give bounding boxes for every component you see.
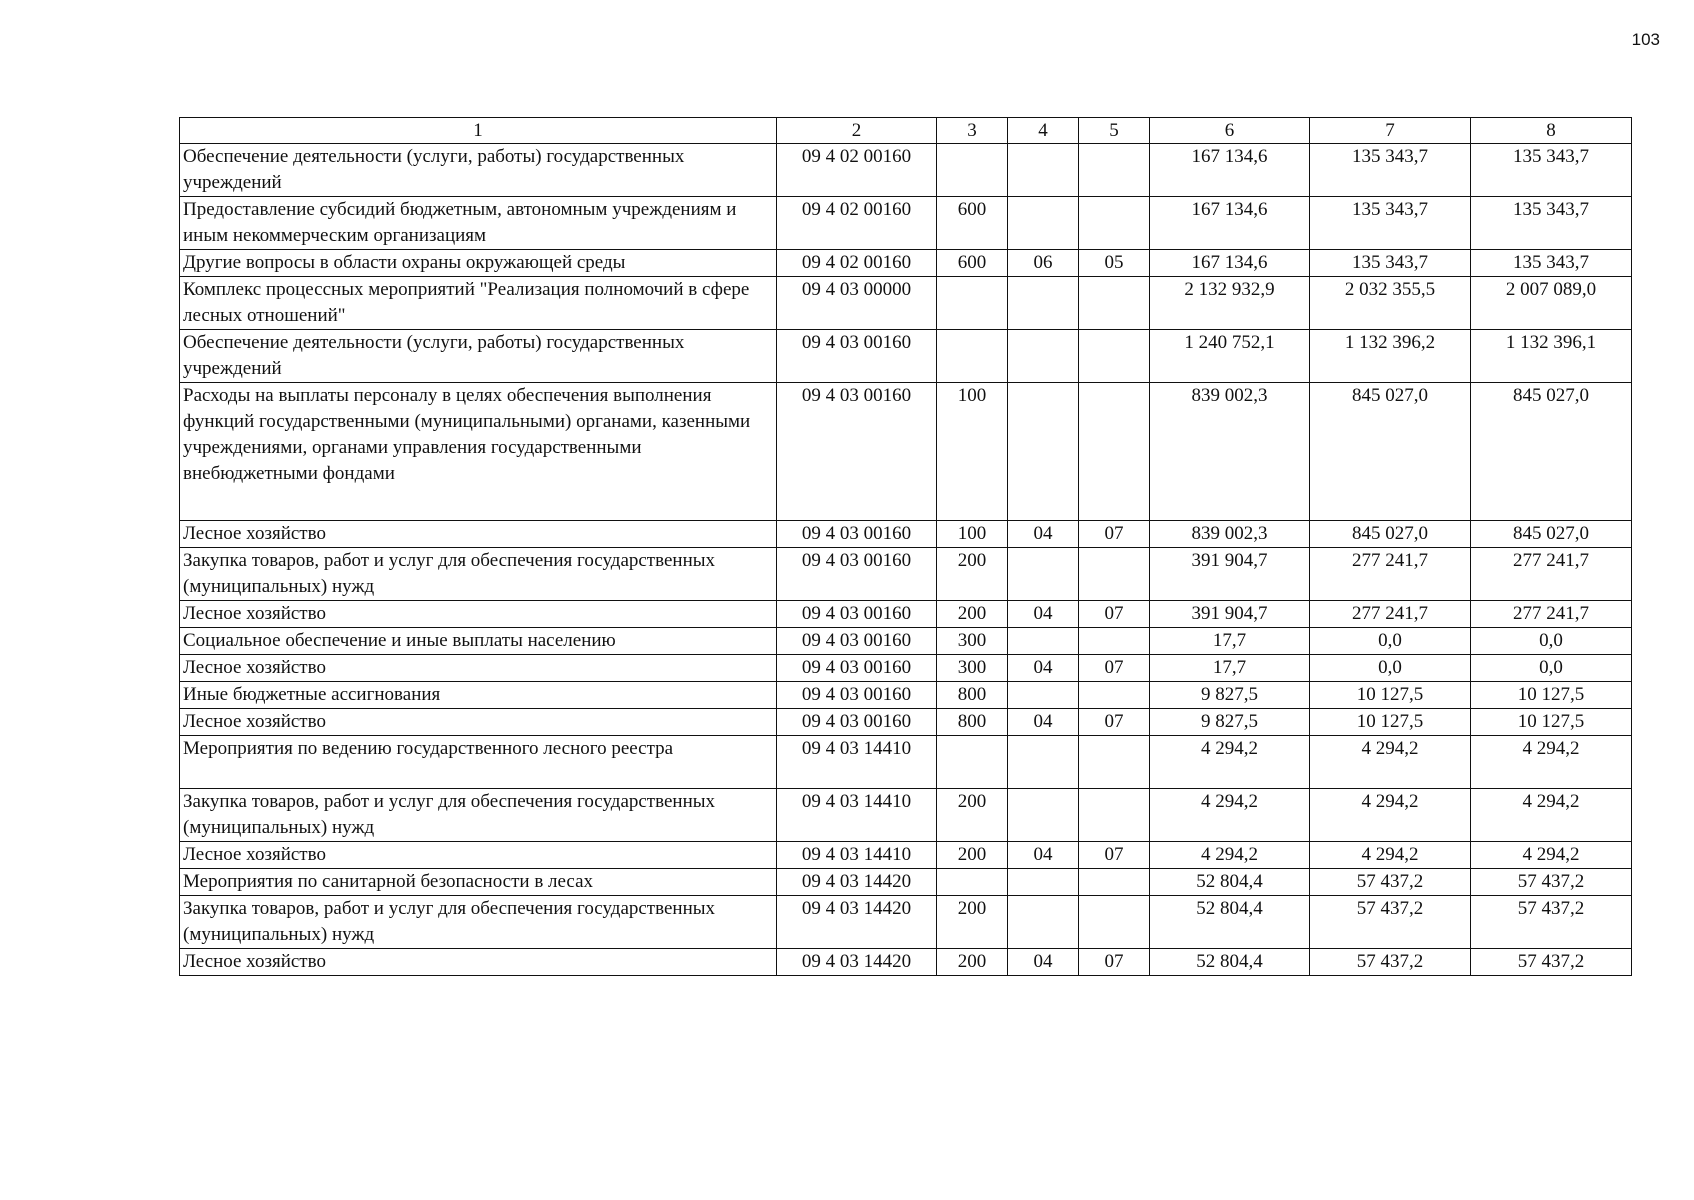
subsection-cell bbox=[1079, 896, 1150, 949]
amount-col6-cell: 9 827,5 bbox=[1150, 709, 1310, 736]
target-code-cell: 09 4 03 00000 bbox=[777, 277, 937, 330]
amount-col8-cell: 0,0 bbox=[1471, 655, 1632, 682]
amount-col8-cell: 135 343,7 bbox=[1471, 144, 1632, 197]
expense-type-cell bbox=[937, 277, 1008, 330]
amount-col6-cell: 4 294,2 bbox=[1150, 842, 1310, 869]
amount-col8-cell: 10 127,5 bbox=[1471, 709, 1632, 736]
section-cell bbox=[1008, 548, 1079, 601]
expense-type-cell: 600 bbox=[937, 197, 1008, 250]
amount-col8-cell: 277 241,7 bbox=[1471, 548, 1632, 601]
subsection-cell bbox=[1079, 736, 1150, 789]
amount-col6-cell: 391 904,7 bbox=[1150, 601, 1310, 628]
amount-col6-cell: 4 294,2 bbox=[1150, 736, 1310, 789]
amount-col6-cell: 2 132 932,9 bbox=[1150, 277, 1310, 330]
table-row bbox=[180, 250, 1632, 277]
amount-col8-cell: 4 294,2 bbox=[1471, 842, 1632, 869]
table-row bbox=[180, 789, 1632, 842]
section-cell bbox=[1008, 682, 1079, 709]
expense-type-cell: 300 bbox=[937, 655, 1008, 682]
amount-col6-cell: 1 240 752,1 bbox=[1150, 330, 1310, 383]
amount-col6-cell: 167 134,6 bbox=[1150, 144, 1310, 197]
subsection-cell: 05 bbox=[1079, 250, 1150, 277]
section-cell bbox=[1008, 277, 1079, 330]
section-cell bbox=[1008, 330, 1079, 383]
section-cell bbox=[1008, 736, 1079, 789]
amount-col7-cell: 0,0 bbox=[1310, 655, 1471, 682]
amount-col8-cell: 845 027,0 bbox=[1471, 383, 1632, 521]
item-name-cell: Лесное хозяйство bbox=[180, 949, 777, 976]
subsection-cell: 07 bbox=[1079, 521, 1150, 548]
amount-col8-cell: 135 343,7 bbox=[1471, 250, 1632, 277]
section-cell: 04 bbox=[1008, 949, 1079, 976]
expense-type-cell: 200 bbox=[937, 842, 1008, 869]
table-row bbox=[180, 869, 1632, 896]
table-row bbox=[180, 548, 1632, 601]
section-cell bbox=[1008, 197, 1079, 250]
amount-col7-cell: 4 294,2 bbox=[1310, 736, 1471, 789]
amount-col7-cell: 135 343,7 bbox=[1310, 197, 1471, 250]
expense-type-cell: 800 bbox=[937, 709, 1008, 736]
item-name-cell: Лесное хозяйство bbox=[180, 709, 777, 736]
target-code-cell: 09 4 03 14410 bbox=[777, 736, 937, 789]
subsection-cell bbox=[1079, 789, 1150, 842]
expense-type-cell: 200 bbox=[937, 601, 1008, 628]
amount-col7-cell: 277 241,7 bbox=[1310, 601, 1471, 628]
table-row bbox=[180, 628, 1632, 655]
expense-type-cell: 200 bbox=[937, 949, 1008, 976]
amount-col8-cell: 845 027,0 bbox=[1471, 521, 1632, 548]
table-row bbox=[180, 521, 1632, 548]
target-code-cell: 09 4 03 00160 bbox=[777, 383, 937, 521]
item-name-cell: Закупка товаров, работ и услуг для обеспечения государственных (муниципальных) нужд bbox=[180, 548, 777, 601]
table-row bbox=[180, 197, 1632, 250]
target-code-cell: 09 4 03 00160 bbox=[777, 601, 937, 628]
amount-col6-cell: 391 904,7 bbox=[1150, 548, 1310, 601]
amount-col7-cell: 4 294,2 bbox=[1310, 789, 1471, 842]
table-header-row bbox=[180, 118, 1632, 144]
column-header: 8 bbox=[1471, 118, 1632, 144]
amount-col7-cell: 4 294,2 bbox=[1310, 842, 1471, 869]
item-name-cell: Лесное хозяйство bbox=[180, 842, 777, 869]
amount-col8-cell: 277 241,7 bbox=[1471, 601, 1632, 628]
section-cell: 04 bbox=[1008, 601, 1079, 628]
amount-col6-cell: 52 804,4 bbox=[1150, 896, 1310, 949]
item-name-cell: Лесное хозяйство bbox=[180, 601, 777, 628]
column-header: 2 bbox=[777, 118, 937, 144]
table-row bbox=[180, 896, 1632, 949]
expense-type-cell: 300 bbox=[937, 628, 1008, 655]
section-cell bbox=[1008, 628, 1079, 655]
target-code-cell: 09 4 03 14420 bbox=[777, 896, 937, 949]
amount-col7-cell: 135 343,7 bbox=[1310, 144, 1471, 197]
target-code-cell: 09 4 03 14420 bbox=[777, 949, 937, 976]
section-cell: 04 bbox=[1008, 842, 1079, 869]
subsection-cell bbox=[1079, 628, 1150, 655]
table-row bbox=[180, 383, 1632, 521]
item-name-cell: Лесное хозяйство bbox=[180, 655, 777, 682]
amount-col6-cell: 52 804,4 bbox=[1150, 869, 1310, 896]
subsection-cell: 07 bbox=[1079, 709, 1150, 736]
amount-col6-cell: 4 294,2 bbox=[1150, 789, 1310, 842]
target-code-cell: 09 4 02 00160 bbox=[777, 144, 937, 197]
item-name-cell: Социальное обеспечение и иные выплаты населению bbox=[180, 628, 777, 655]
subsection-cell bbox=[1079, 869, 1150, 896]
amount-col8-cell: 2 007 089,0 bbox=[1471, 277, 1632, 330]
section-cell: 04 bbox=[1008, 521, 1079, 548]
target-code-cell: 09 4 03 00160 bbox=[777, 330, 937, 383]
subsection-cell bbox=[1079, 144, 1150, 197]
section-cell: 06 bbox=[1008, 250, 1079, 277]
expense-type-cell bbox=[937, 144, 1008, 197]
budget-table bbox=[179, 117, 1632, 976]
item-name-cell: Расходы на выплаты персоналу в целях обеспечения выполнения функций государственными (муниципальными) органами, казенными учреждениями, органами управления государственными внебюджетными фондами bbox=[180, 383, 777, 521]
section-cell: 04 bbox=[1008, 709, 1079, 736]
target-code-cell: 09 4 03 14410 bbox=[777, 789, 937, 842]
amount-col7-cell: 135 343,7 bbox=[1310, 250, 1471, 277]
amount-col8-cell: 57 437,2 bbox=[1471, 896, 1632, 949]
table-body bbox=[180, 144, 1632, 976]
column-header: 6 bbox=[1150, 118, 1310, 144]
target-code-cell: 09 4 03 00160 bbox=[777, 682, 937, 709]
expense-type-cell: 200 bbox=[937, 548, 1008, 601]
target-code-cell: 09 4 02 00160 bbox=[777, 197, 937, 250]
item-name-cell: Обеспечение деятельности (услуги, работы) государственных учреждений bbox=[180, 144, 777, 197]
amount-col7-cell: 845 027,0 bbox=[1310, 521, 1471, 548]
item-name-cell: Лесное хозяйство bbox=[180, 521, 777, 548]
table-row bbox=[180, 655, 1632, 682]
item-name-cell: Мероприятия по ведению государственного лесного реестра bbox=[180, 736, 777, 789]
table-row bbox=[180, 682, 1632, 709]
amount-col6-cell: 839 002,3 bbox=[1150, 521, 1310, 548]
target-code-cell: 09 4 03 00160 bbox=[777, 655, 937, 682]
item-name-cell: Мероприятия по санитарной безопасности в лесах bbox=[180, 869, 777, 896]
subsection-cell bbox=[1079, 383, 1150, 521]
amount-col7-cell: 0,0 bbox=[1310, 628, 1471, 655]
section-cell bbox=[1008, 383, 1079, 521]
column-header: 5 bbox=[1079, 118, 1150, 144]
amount-col7-cell: 1 132 396,2 bbox=[1310, 330, 1471, 383]
amount-col6-cell: 167 134,6 bbox=[1150, 250, 1310, 277]
item-name-cell: Иные бюджетные ассигнования bbox=[180, 682, 777, 709]
expense-type-cell bbox=[937, 736, 1008, 789]
column-header: 3 bbox=[937, 118, 1008, 144]
amount-col7-cell: 57 437,2 bbox=[1310, 896, 1471, 949]
subsection-cell bbox=[1079, 197, 1150, 250]
table-row bbox=[180, 144, 1632, 197]
subsection-cell bbox=[1079, 277, 1150, 330]
amount-col8-cell: 4 294,2 bbox=[1471, 789, 1632, 842]
expense-type-cell: 200 bbox=[937, 896, 1008, 949]
page-number: 103 bbox=[1631, 30, 1660, 49]
amount-col8-cell: 1 132 396,1 bbox=[1471, 330, 1632, 383]
item-name-cell: Закупка товаров, работ и услуг для обеспечения государственных (муниципальных) нужд bbox=[180, 789, 777, 842]
target-code-cell: 09 4 03 00160 bbox=[777, 709, 937, 736]
amount-col6-cell: 52 804,4 bbox=[1150, 949, 1310, 976]
amount-col6-cell: 9 827,5 bbox=[1150, 682, 1310, 709]
expense-type-cell: 100 bbox=[937, 521, 1008, 548]
amount-col8-cell: 0,0 bbox=[1471, 628, 1632, 655]
subsection-cell bbox=[1079, 330, 1150, 383]
amount-col8-cell: 135 343,7 bbox=[1471, 197, 1632, 250]
expense-type-cell: 100 bbox=[937, 383, 1008, 521]
section-cell bbox=[1008, 789, 1079, 842]
subsection-cell: 07 bbox=[1079, 655, 1150, 682]
amount-col6-cell: 167 134,6 bbox=[1150, 197, 1310, 250]
target-code-cell: 09 4 02 00160 bbox=[777, 250, 937, 277]
subsection-cell: 07 bbox=[1079, 949, 1150, 976]
expense-type-cell bbox=[937, 869, 1008, 896]
amount-col7-cell: 10 127,5 bbox=[1310, 682, 1471, 709]
amount-col6-cell: 839 002,3 bbox=[1150, 383, 1310, 521]
expense-type-cell: 800 bbox=[937, 682, 1008, 709]
amount-col7-cell: 845 027,0 bbox=[1310, 383, 1471, 521]
item-name-cell: Обеспечение деятельности (услуги, работы) государственных учреждений bbox=[180, 330, 777, 383]
subsection-cell: 07 bbox=[1079, 601, 1150, 628]
amount-col8-cell: 57 437,2 bbox=[1471, 869, 1632, 896]
amount-col7-cell: 2 032 355,5 bbox=[1310, 277, 1471, 330]
amount-col7-cell: 57 437,2 bbox=[1310, 869, 1471, 896]
expense-type-cell: 600 bbox=[937, 250, 1008, 277]
target-code-cell: 09 4 03 00160 bbox=[777, 628, 937, 655]
section-cell bbox=[1008, 869, 1079, 896]
amount-col8-cell: 10 127,5 bbox=[1471, 682, 1632, 709]
target-code-cell: 09 4 03 14420 bbox=[777, 869, 937, 896]
subsection-cell bbox=[1079, 682, 1150, 709]
section-cell bbox=[1008, 144, 1079, 197]
expense-type-cell bbox=[937, 330, 1008, 383]
target-code-cell: 09 4 03 00160 bbox=[777, 548, 937, 601]
amount-col7-cell: 57 437,2 bbox=[1310, 949, 1471, 976]
table-row bbox=[180, 736, 1632, 789]
table-row bbox=[180, 709, 1632, 736]
section-cell: 04 bbox=[1008, 655, 1079, 682]
target-code-cell: 09 4 03 14410 bbox=[777, 842, 937, 869]
amount-col8-cell: 4 294,2 bbox=[1471, 736, 1632, 789]
item-name-cell: Закупка товаров, работ и услуг для обеспечения государственных (муниципальных) нужд bbox=[180, 896, 777, 949]
expense-type-cell: 200 bbox=[937, 789, 1008, 842]
item-name-cell: Другие вопросы в области охраны окружающей среды bbox=[180, 250, 777, 277]
table-row bbox=[180, 277, 1632, 330]
subsection-cell: 07 bbox=[1079, 842, 1150, 869]
column-header: 4 bbox=[1008, 118, 1079, 144]
column-header: 7 bbox=[1310, 118, 1471, 144]
item-name-cell: Предоставление субсидий бюджетным, автономным учреждениям и иным некоммерческим организациям bbox=[180, 197, 777, 250]
subsection-cell bbox=[1079, 548, 1150, 601]
amount-col6-cell: 17,7 bbox=[1150, 655, 1310, 682]
column-header: 1 bbox=[180, 118, 777, 144]
amount-col8-cell: 57 437,2 bbox=[1471, 949, 1632, 976]
table-row bbox=[180, 601, 1632, 628]
amount-col7-cell: 10 127,5 bbox=[1310, 709, 1471, 736]
amount-col6-cell: 17,7 bbox=[1150, 628, 1310, 655]
item-name-cell: Комплекс процессных мероприятий "Реализация полномочий в сфере лесных отношений" bbox=[180, 277, 777, 330]
section-cell bbox=[1008, 896, 1079, 949]
table-row bbox=[180, 842, 1632, 869]
table-row bbox=[180, 949, 1632, 976]
target-code-cell: 09 4 03 00160 bbox=[777, 521, 937, 548]
amount-col7-cell: 277 241,7 bbox=[1310, 548, 1471, 601]
table-row bbox=[180, 330, 1632, 383]
